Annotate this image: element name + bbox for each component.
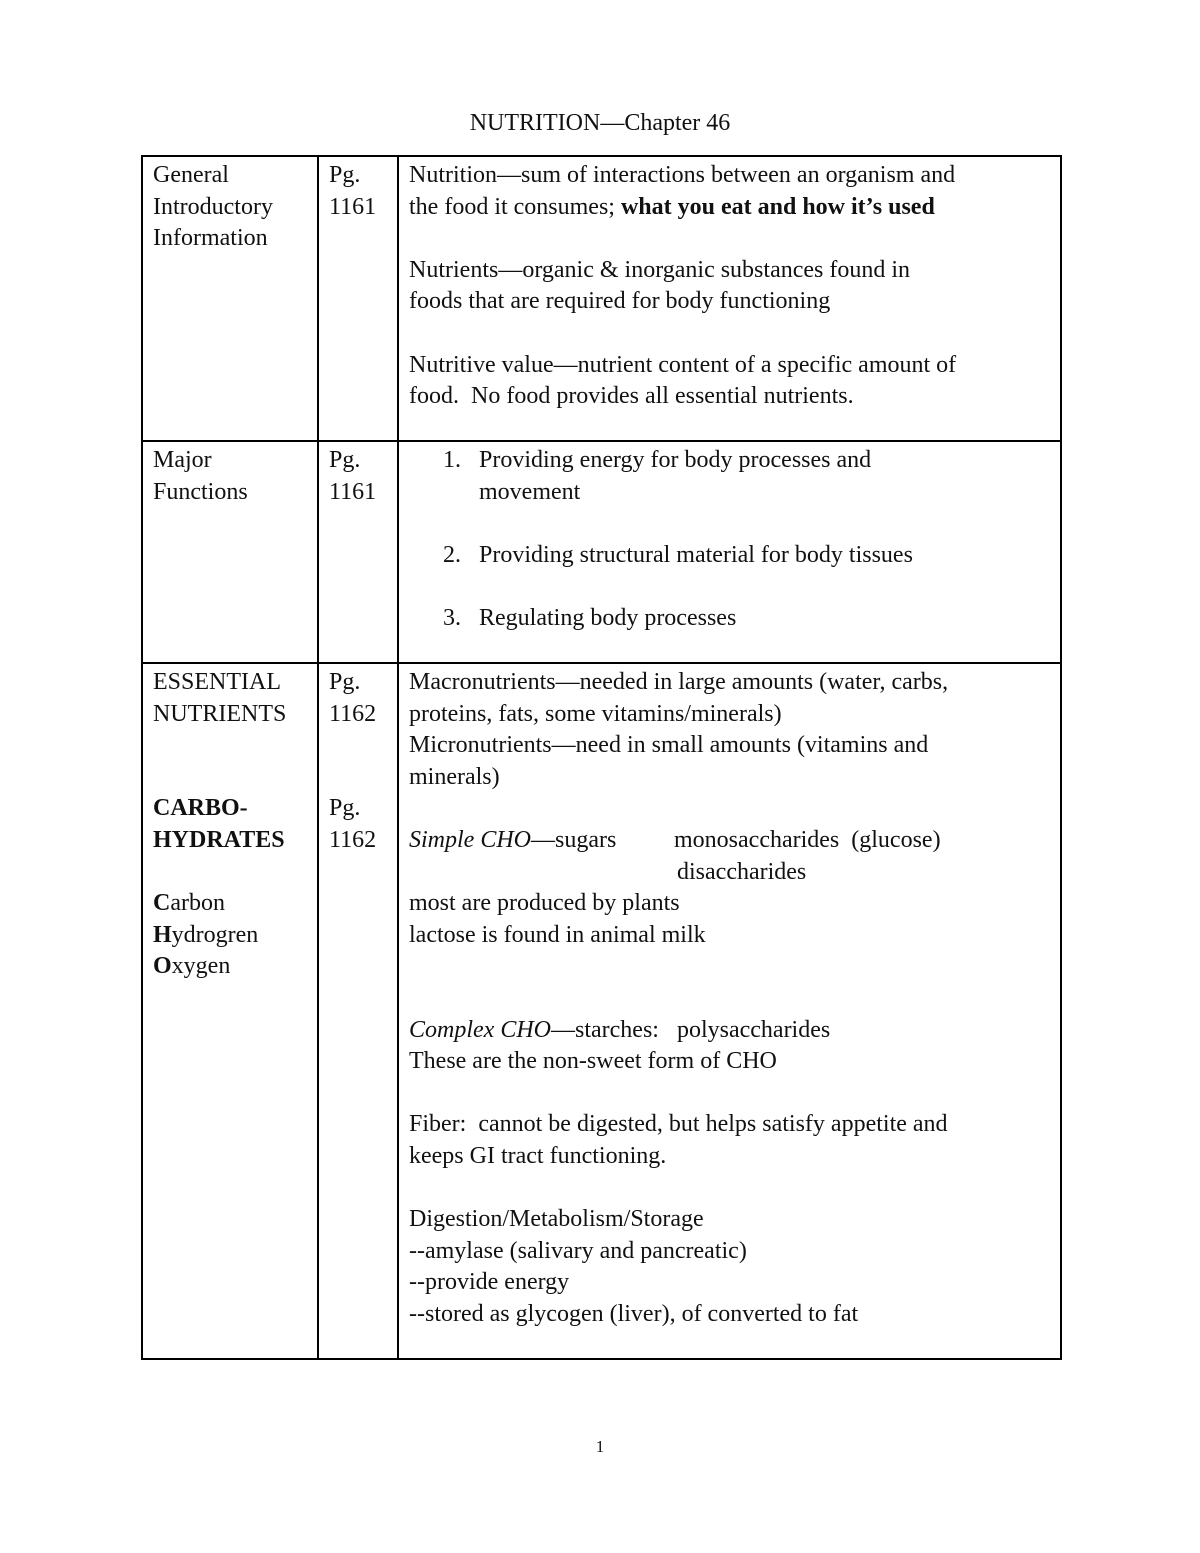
element-initial: H xyxy=(153,921,172,948)
definition-line: most are produced by plants xyxy=(409,890,680,917)
content-cell xyxy=(398,663,1061,1359)
section-heading: Digestion/Metabolism/Storage xyxy=(409,1206,704,1233)
topic-cell xyxy=(142,156,318,441)
page-ref-number: 1162 xyxy=(329,700,377,727)
element-line xyxy=(153,920,309,952)
page-ref-number: 1161 xyxy=(329,193,377,220)
table-row xyxy=(142,441,1061,663)
element-initial: O xyxy=(153,953,172,980)
definition-line: --provide energy xyxy=(409,1269,570,1296)
topic-line: NUTRIENTS xyxy=(153,700,287,727)
element-rest: xygen xyxy=(171,953,231,980)
table-row xyxy=(142,663,1061,1359)
table-row xyxy=(142,156,1061,441)
definition-emphasis: what you eat and how it’s used xyxy=(620,193,935,220)
definition-line: Macronutrients—needed in large amounts (water, carbs, xyxy=(409,669,949,695)
topic-cell xyxy=(142,663,318,1359)
page-ref-cell xyxy=(318,156,398,441)
definition-line: Nutrients—organic & inorganic substances found in xyxy=(409,256,911,283)
simple-cho-text: —sugars xyxy=(531,826,617,853)
page-ref-label: Pg. xyxy=(329,669,361,695)
page-ref-cell xyxy=(318,441,398,663)
topic-line: Major xyxy=(153,447,212,473)
content-cell xyxy=(398,156,1061,441)
topic-line: Information xyxy=(153,225,268,252)
definition-line: --stored as glycogen (liver), of converted to fat xyxy=(409,1300,859,1327)
page-ref-label: Pg. xyxy=(329,447,361,473)
page-title: NUTRITION—Chapter 46 xyxy=(469,110,731,136)
list-item xyxy=(409,540,1052,572)
simple-cho-line xyxy=(409,825,1052,857)
definition-line: food. No food provides all essential nutrients. xyxy=(409,383,854,410)
list-text: movement xyxy=(479,478,581,505)
topic-line: Functions xyxy=(153,478,248,505)
definition-line: proteins, fats, some vitamins/minerals) xyxy=(409,700,782,727)
element-initial: C xyxy=(153,890,171,917)
page-ref-label: Pg. xyxy=(329,795,361,822)
element-rest: ydrogren xyxy=(171,921,259,948)
page-ref-cell xyxy=(318,663,398,1359)
list-number: 2. xyxy=(443,541,461,568)
list-item xyxy=(409,445,1052,508)
definition-line: Nutritive value—nutrient content of a specific amount of xyxy=(409,351,957,378)
topic-line: ESSENTIAL xyxy=(153,669,281,695)
list-number: 3. xyxy=(443,604,461,631)
list-text: Regulating body processes xyxy=(479,604,737,631)
element-rest: arbon xyxy=(170,890,225,917)
list-text: Providing energy for body processes and xyxy=(479,447,872,473)
complex-cho-label: Complex CHO xyxy=(409,1016,551,1043)
topic-cell xyxy=(142,441,318,663)
simple-cho-types: monosaccharides (glucose) xyxy=(674,826,941,853)
complex-cho-text: —starches: polysaccharides xyxy=(550,1016,831,1043)
definition-line: Micronutrients—need in small amounts (vitamins and xyxy=(409,732,929,759)
functions-list xyxy=(409,445,1052,635)
element-line xyxy=(153,951,309,983)
subtopic-line: HYDRATES xyxy=(153,826,285,853)
content-cell xyxy=(398,441,1061,663)
list-text: Providing structural material for body tissues xyxy=(479,541,913,568)
topic-line: Introductory xyxy=(153,193,273,220)
definition-line: Fiber: cannot be digested, but helps satisfy appetite and xyxy=(409,1111,948,1138)
element-line xyxy=(153,888,309,920)
definition-text: the food it consumes; xyxy=(409,193,621,220)
page-ref-label: Pg. xyxy=(329,162,361,188)
definition-line: minerals) xyxy=(409,763,500,790)
complex-cho-line xyxy=(409,1015,1052,1047)
page-ref-number: 1161 xyxy=(329,478,377,505)
notes-table xyxy=(141,155,1062,1360)
list-item xyxy=(409,603,1052,635)
definition-line: keeps GI tract functioning. xyxy=(409,1142,667,1169)
list-number: 1. xyxy=(443,447,461,473)
topic-line: General xyxy=(153,162,229,188)
definition-line: These are the non-sweet form of CHO xyxy=(409,1048,777,1075)
definition-line: Nutrition—sum of interactions between an organism and xyxy=(409,162,956,188)
definition-line: foods that are required for body functioning xyxy=(409,288,831,315)
simple-cho-line: disaccharides xyxy=(677,858,807,885)
simple-cho-label: Simple CHO xyxy=(409,826,531,853)
definition-line: lactose is found in animal milk xyxy=(409,921,706,948)
page-number: 1 xyxy=(595,1437,605,1456)
subtopic-line: CARBO- xyxy=(153,795,248,822)
page-ref-number: 1162 xyxy=(329,826,377,853)
definition-line xyxy=(409,192,1052,224)
definition-line: --amylase (salivary and pancreatic) xyxy=(409,1237,747,1264)
